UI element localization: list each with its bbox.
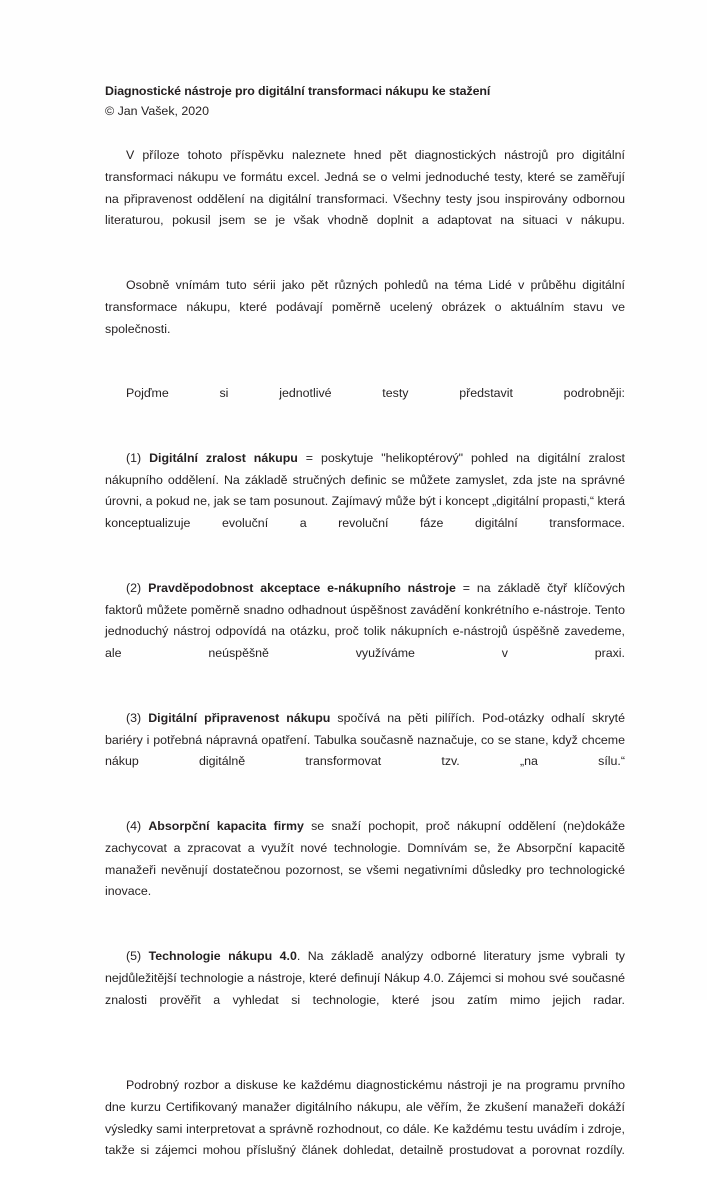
tool-3-description: spočívá na pěti pilířích. Pod-otázky odhalí skryté bariéry i potřebná nápravná opatření. Tabulka současně naznačuje, co se stane, když chceme nákup digitálně transformovat tzv. „na sílu.“ bbox=[105, 710, 625, 769]
tool-1-number: (1) bbox=[126, 450, 142, 465]
document-title: Diagnostické nástroje pro digitální transformaci nákupu ke stažení bbox=[105, 84, 491, 98]
paragraph-overview: Osobně vnímám tuto sérii jako pět různých pohledů na téma Lidé v průběhu digitální transformace nákupu, které podávají poměrně ucelený obrázek o aktuálním stavu ve společnosti. bbox=[105, 277, 625, 336]
spacer-after-byline bbox=[105, 121, 625, 145]
spacer-after-tool-1 bbox=[105, 557, 625, 578]
spacer-after-lead-in bbox=[105, 427, 625, 448]
tool-item-3 bbox=[105, 708, 625, 795]
tool-3-name: Digitální připravenost nákupu bbox=[148, 710, 331, 725]
tool-1-name: Digitální zralost nákupu bbox=[149, 450, 298, 465]
tool-4-name: Absorpční kapacita firmy bbox=[148, 818, 304, 833]
paragraph-closing: Podrobný rozbor a diskuse ke každému diagnostickému nástroji je na programu prvního dne kurzu Certifikovaný manažer digitálního nákupu, ale věřím, že zkušení manažeři dokáží výsledky sami interpretovat a správně rozhodnout, co dále. Ke každému testu uvádím i zdroje, takže si zájemci mohou příslušný článek dohledat, detailně prostudovat a porovnat rozdíly. bbox=[105, 1078, 625, 1158]
paragraph-lead-in: Pojďme si jednotlivé testy představit podrobněji: bbox=[126, 386, 625, 401]
tool-2-name: Pravděpodobnost akceptace e-nákupního nástroje bbox=[148, 580, 456, 595]
tool-item-2 bbox=[105, 578, 625, 687]
tool-5-name: Technologie nákupu 4.0 bbox=[148, 948, 297, 963]
tool-item-4 bbox=[105, 816, 625, 925]
document-byline: © Jan Vašek, 2020 bbox=[105, 104, 209, 118]
tool-4-description: se snaží pochopit, proč nákupní oddělení (ne)dokáže zachycovat a zpracovat a využít nové technologie. Domnívám se, že Absorpční kapacitě manažeři nevěnují dostatečnou pozornost, se všemi negativními důsledky pro technologické inovace. bbox=[105, 818, 625, 899]
spacer-after-overview bbox=[105, 362, 625, 383]
spacer-after-tool-3 bbox=[105, 795, 625, 816]
tool-item-1 bbox=[105, 448, 625, 557]
tool-3-number: (3) bbox=[126, 710, 142, 725]
tool-2-number: (2) bbox=[126, 580, 142, 595]
tool-5-number: (5) bbox=[126, 948, 142, 963]
spacer-after-tool-2 bbox=[105, 687, 625, 708]
tool-1-description: = poskytuje "helikoptérový" pohled na digitální zralost nákupního oddělení. Na základě stručných definic se můžete zamyslet, zda jste na správné úrovni, a pokud ne, jak se tam posunout. Zajímavý může být i koncept „digitální propasti,“ která konceptualizuje evoluční a revoluční fáze digitální transformace. bbox=[105, 450, 625, 531]
tool-2-description: = na základě čtyř klíčových faktorů můžete poměrně snadno odhadnout úspěšnost zavádění konkrétního e-nástroje. Tento jednoduchý nástroj odpovídá na otázku, proč tolik nákupních e-nástrojů úspěšně zavedeme, ale neúspěšně využíváme v praxi. bbox=[105, 580, 625, 661]
spacer-before-closing bbox=[105, 1033, 625, 1075]
spacer-after-intro bbox=[105, 254, 625, 275]
spacer-after-tool-4 bbox=[105, 925, 625, 946]
paragraph-intro: V příloze tohoto příspěvku naleznete hned pět diagnostických nástrojů pro digitální transformaci nákupu ve formátu excel. Jedná se o velmi jednoduché testy, které se zaměřují na připravenost oddělení na digitální transformaci. Všechny testy jsou inspirovány odbornou literaturou, pokusil jsem se je však vhodně doplnit a adaptovat na situaci v nákupu. bbox=[105, 148, 625, 228]
tool-4-number: (4) bbox=[126, 818, 142, 833]
tool-5-description: . Na základě analýzy odborné literatury jsme vybrali ty nejdůležitější technologie a nástroje, které definují Nákup 4.0. Zájemci si mohou své současné znalosti prověřit a vyhledat si technologie, které jsou zatím mimo jejich radar. bbox=[105, 948, 625, 1007]
tool-item-5 bbox=[105, 946, 625, 1033]
document-content bbox=[105, 82, 625, 1184]
